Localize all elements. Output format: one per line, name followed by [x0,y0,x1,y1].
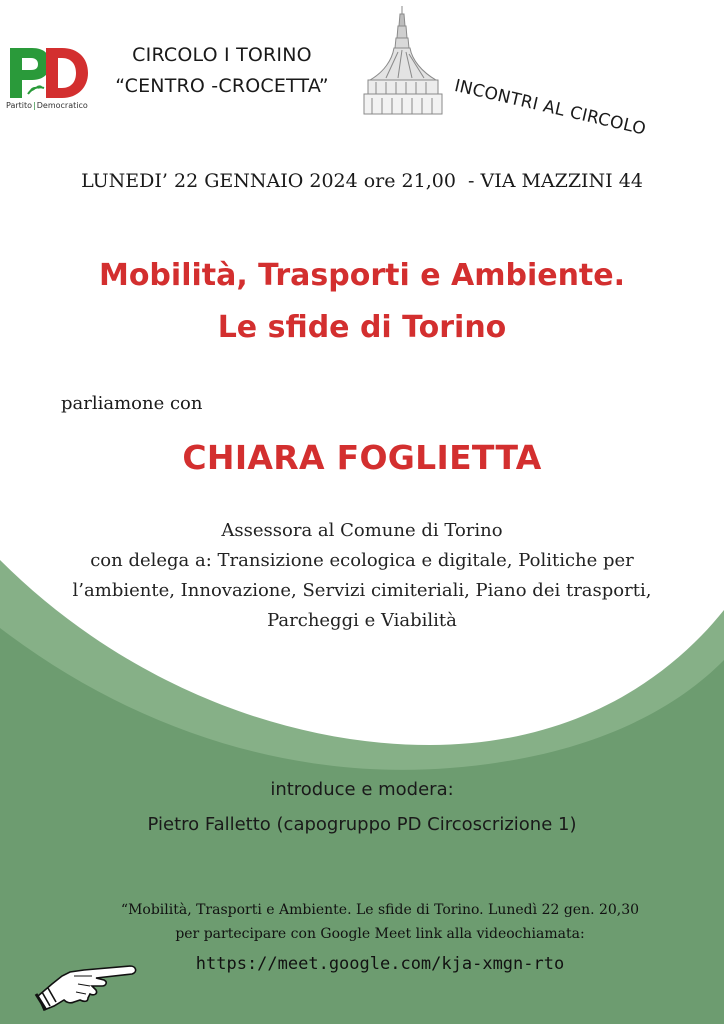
event-title [0,250,724,354]
circolo-line-1: CIRCOLO I TORINO [132,44,312,66]
role-line-2: con delega a: Transizione ecologica e digitale, Politiche per [90,550,634,571]
logo-caption: Partito|Democratico [6,101,88,110]
moderator-name: Pietro Falletto (capogruppo PD Circoscrizione 1) [147,814,577,835]
intro-text: parliamone con [61,393,203,414]
speaker-role [30,516,694,636]
online-note-line-2: per partecipare con Google Meet link alla videochiamata: [175,926,585,942]
pointing-hand-icon [34,946,142,1012]
role-line-3: l’ambiente, Innovazione, Servizi cimiteriali, Piano dei trasporti, [72,580,652,601]
event-dateline: LUNEDI’ 22 GENNAIO 2024 ore 21,00 - VIA MAZZINI 44 [81,170,643,192]
online-note-line-1: “Mobilità, Trasporti e Ambiente. Le sfide di Torino. Lunedì 22 gen. 20,30 [120,902,640,918]
online-note [100,898,660,946]
moderation-label: introduce e modera: [270,779,454,800]
role-line-1: Assessora al Comune di Torino [221,520,503,541]
logo-caption-right: Democratico [36,101,88,110]
circolo-name [98,40,346,102]
speaker-name: CHIARA FOGLIETTA [182,438,542,477]
logo-caption-left: Partito [6,101,33,110]
incontri-al-circolo: INCONTRI AL CIRCOLO [452,76,648,140]
role-line-4: Parcheggi e Viabilità [267,610,457,631]
event-title-line-2: Le sfide di Torino [217,310,507,345]
circolo-line-2: “CENTRO -CROCETTA” [115,75,329,97]
mole-antonelliana-icon [362,4,454,116]
meet-link[interactable]: https://meet.google.com/kja-xmgn-rto [195,954,565,974]
event-title-line-1: Mobilità, Trasporti e Ambiente. [98,258,626,293]
